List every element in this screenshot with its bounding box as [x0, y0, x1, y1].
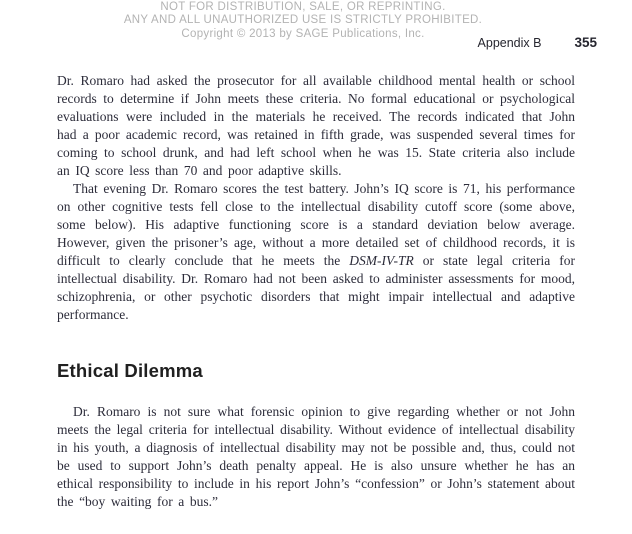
watermark-line-2: ANY AND ALL UNAUTHORIZED USE IS STRICTLY PROHIBITED. — [123, 14, 483, 27]
body-text-upper — [57, 72, 575, 324]
running-head-section: Appendix B — [477, 36, 542, 50]
paragraph-3: Dr. Romaro is not sure what forensic opinion to give regarding whether or not John meets the legal criteria for intellectual disability. Without evidence of intellectual disability in his youth, a diagnosis of intellectual disability may not be possible and, thus, could not be used to support John’s death penalty appeal. He is also unsure whether he has an ethical responsibility to include in his report John’s “confession” or John’s statement about the “boy waiting for a bus.” — [57, 404, 575, 509]
paragraph-2 — [57, 180, 575, 324]
paragraph-2-text: That evening Dr. Romaro scores the test battery. John’s IQ score is 71, his performance on other cognitive tests fell close to the intellectual disability cutoff score (some above, some below). His adaptive functioning score is a standard deviation below average. However, given the prisoner’s age, without a more detailed set of childhood records, it is difficult to clearly conclude that he meets the — [57, 181, 575, 268]
watermark-line-1: NOT FOR DISTRIBUTION, SALE, OR REPRINTING. — [160, 1, 446, 13]
paragraph-1: Dr. Romaro had asked the prosecutor for all available childhood mental health or school records to determine if John meets these criteria. No formal educational or psychological evaluations were included in the materials he received. The records indicated that John had a poor academic record, was retained in fifth grade, was suspended several times for coming to school drunk, and had left school when he was 15. State criteria also include an IQ score less than 70 and poor adaptive skills. — [57, 73, 575, 178]
running-head — [478, 35, 597, 50]
section-heading: Ethical Dilemma — [57, 360, 203, 381]
body-text-lower — [57, 403, 575, 511]
italic-term-dsm: DSM-IV-TR — [349, 253, 414, 268]
watermark-line-3: Copyright © 2013 by SAGE Publications, Inc. — [181, 27, 425, 40]
page-number: 355 — [574, 35, 597, 50]
paragraph-2-text: or state legal criteria for intellectual disability. Dr. Romaro had not been asked to administer assessments for mood, schizophrenia, or other psychotic disorders that might impair intellectual and adaptive performance. — [57, 253, 575, 322]
